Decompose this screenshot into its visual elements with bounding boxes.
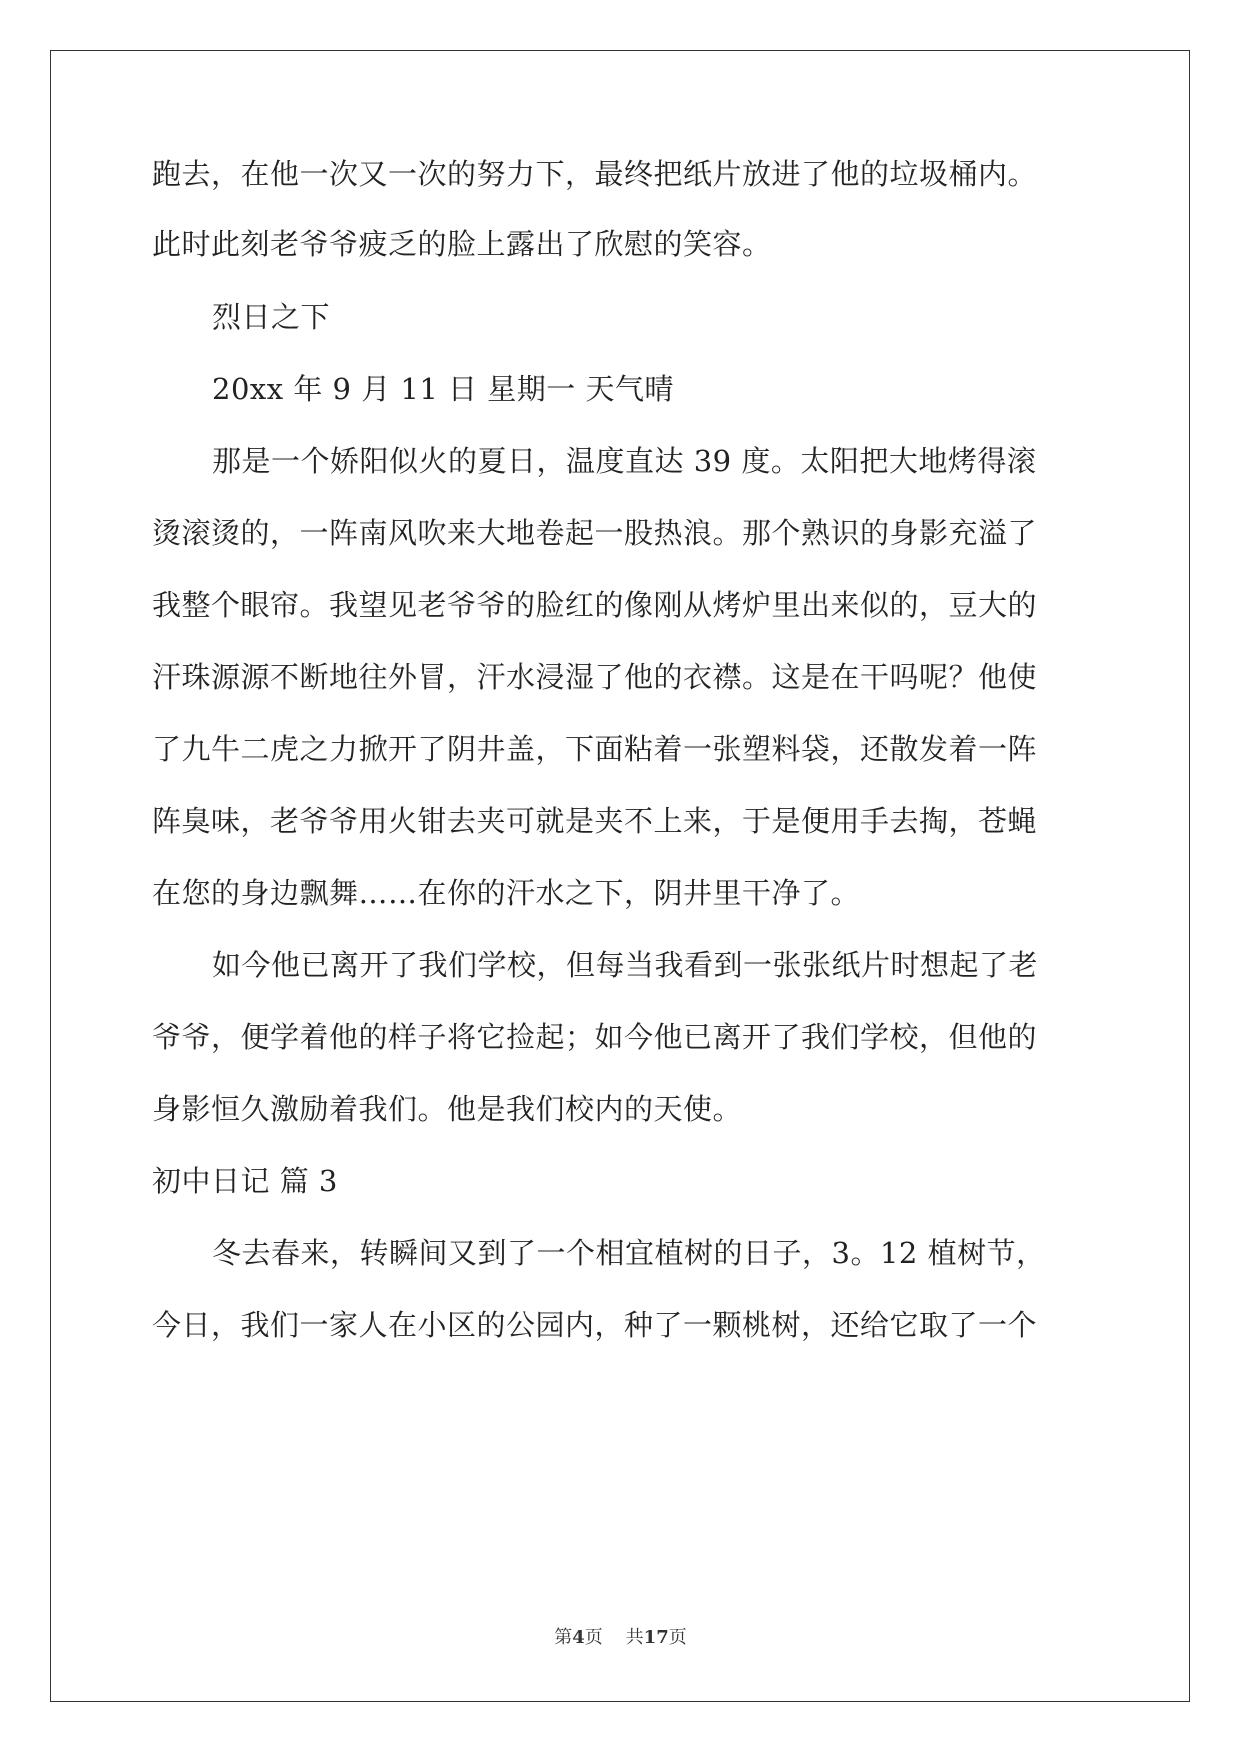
page-footer — [0, 1626, 1241, 1650]
body-line: 此时此刻老爷爷疲乏的脸上露出了欣慰的笑容。 — [152, 227, 772, 261]
body-line: 身影恒久激励着我们。他是我们校内的天使。 — [152, 1092, 743, 1126]
footer-prefix: 第 — [554, 1627, 573, 1648]
total-pages-number: 17 — [643, 1627, 669, 1648]
body-line: 那是一个娇阳似火的夏日，温度直达 39 度。太阳把大地烤得滚 — [212, 444, 1037, 478]
body-line: 烫滚烫的，一阵南风吹来大地卷起一股热浪。那个熟识的身影充溢了 — [152, 516, 1038, 550]
body-line: 今日，我们一家人在小区的公园内，种了一颗桃树，还给它取了一个 — [152, 1308, 1038, 1342]
current-page-number: 4 — [572, 1627, 585, 1648]
body-line: 汗珠源源不断地往外冒，汗水浸湿了他的衣襟。这是在干吗呢？他使 — [152, 660, 1038, 694]
footer-suffix: 页 — [668, 1627, 687, 1648]
body-line: 跑去，在他一次又一次的努力下，最终把纸片放进了他的垃圾桶内。 — [152, 157, 1038, 191]
diary-date-line: 20xx 年 9 月 11 日 星期一 天气晴 — [212, 372, 674, 406]
chapter-heading: 初中日记 篇 3 — [152, 1164, 338, 1198]
body-line: 如今他已离开了我们学校，但每当我看到一张张纸片时想起了老 — [212, 948, 1039, 982]
body-line: 在您的身边飘舞……在你的汗水之下，阴井里干净了。 — [152, 876, 861, 910]
body-line: 阵臭味，老爷爷用火钳去夹可就是夹不上来，于是便用手去掏，苍蝇 — [152, 804, 1038, 838]
body-line: 爷爷，便学着他的样子将它捡起；如今他已离开了我们学校，但他的 — [152, 1020, 1038, 1054]
section-title: 烈日之下 — [212, 300, 331, 334]
body-line: 我整个眼帘。我望见老爷爷的脸红的像刚从烤炉里出来似的，豆大的 — [152, 588, 1038, 622]
body-line: 了九牛二虎之力掀开了阴井盖，下面粘着一张塑料袋，还散发着一阵 — [152, 732, 1038, 766]
footer-mid: 页 共 — [584, 1627, 644, 1648]
body-line: 冬去春来，转瞬间又到了一个相宜植树的日子，3。12 植树节， — [212, 1236, 1046, 1270]
